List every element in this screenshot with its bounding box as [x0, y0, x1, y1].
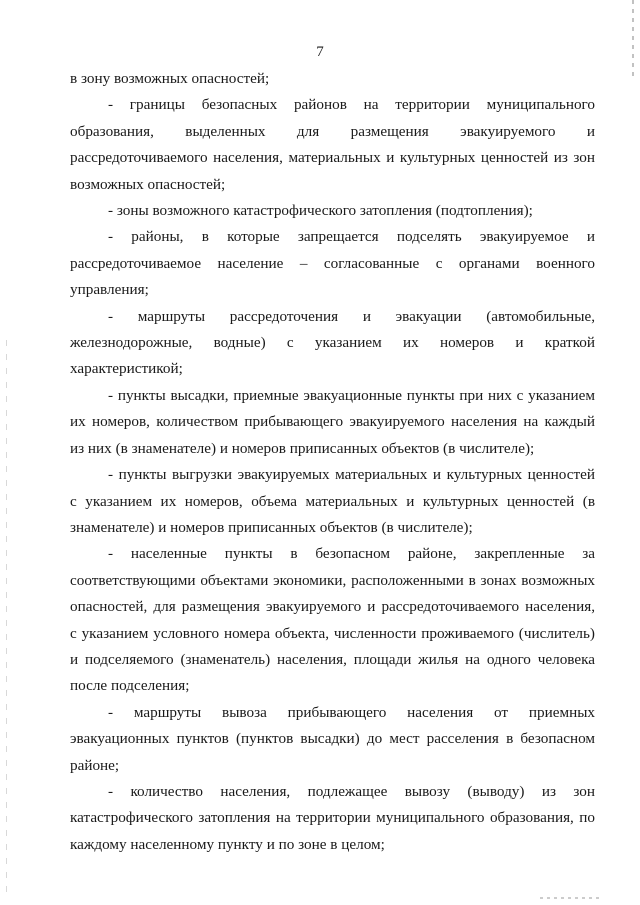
text-line: эвакуационных пунктов (пунктов высадки) до мест расселения в безопасном [70, 730, 595, 748]
scan-artifact-right [632, 0, 634, 80]
text-line: железнодорожные, водные) с указанием их номеров и краткой [70, 334, 595, 352]
page-number: 7 [316, 44, 324, 60]
paragraph [70, 66, 595, 92]
text-line: возможных опасностей; [70, 175, 226, 193]
text-line: с указанием условного номера объекта, численности проживаемого (числитель) [70, 624, 595, 642]
text-line: - пункты высадки, приемные эвакуационные пункты при них с указанием [108, 386, 595, 404]
text-line: - маршруты рассредоточения и эвакуации (автомобильные, [108, 307, 595, 325]
text-line: соответствующими объектами экономики, расположенными в зонах возможных [70, 571, 595, 589]
scan-artifact-left [6, 340, 7, 900]
text-line: районе; [70, 756, 120, 774]
text-line: с указанием их номеров, объема материальных и культурных ценностей (в [70, 492, 595, 510]
text-line: в зону возможных опасностей; [70, 70, 270, 87]
text-line: управления; [70, 281, 149, 299]
list-item [70, 383, 595, 462]
text-line: катастрофического затопления на территории муниципального образования, по [70, 809, 595, 827]
text-line: - районы, в которые запрещается подселять эвакуируемое и [108, 228, 595, 246]
text-line: - маршруты вывоза прибывающего населения от приемных [108, 703, 595, 721]
list-item [70, 224, 595, 303]
scan-artifact-bottom [540, 897, 600, 899]
text-line: их номеров, количеством прибывающего эвакуируемого населения на каждый [70, 413, 595, 431]
text-line: - границы безопасных районов на территории муниципального [108, 96, 595, 114]
list-item [70, 198, 595, 224]
text-line: знаменателе) и номеров приписанных объектов (в числителе); [70, 518, 473, 536]
list-item [70, 700, 595, 779]
text-line: образования, выделенных для размещения эвакуируемого и [70, 122, 595, 140]
text-line: - пункты выгрузки эвакуируемых материальных и культурных ценностей [108, 466, 595, 484]
text-line: опасностей, для размещения эвакуируемого и рассредоточиваемого населения, [70, 598, 595, 616]
text-line: и подселяемого (знаменатель) населения, площади жилья на одного человека [70, 650, 595, 668]
list-item [70, 462, 595, 541]
document-body [70, 66, 595, 858]
text-line: каждому населенному пункту и по зоне в целом; [70, 835, 385, 853]
text-line: из них (в знаменателе) и номеров приписанных объектов (в числителе); [70, 439, 535, 457]
list-item [70, 541, 595, 699]
text-line: характеристикой; [70, 360, 183, 378]
list-item [70, 779, 595, 858]
text-line: после подселения; [70, 677, 190, 695]
list-item [70, 92, 595, 198]
list-item [70, 304, 595, 383]
text-line: - количество населения, подлежащее вывозу (выводу) из зон [108, 782, 595, 800]
text-line: рассредоточиваемое население – согласованные с органами военного [70, 254, 595, 272]
text-line: - зоны возможного катастрофического затопления (подтопления); [108, 202, 533, 220]
text-line: - населенные пункты в безопасном районе, закрепленные за [108, 545, 595, 563]
text-line: рассредоточиваемого населения, материальных и культурных ценностей из зон [70, 149, 595, 167]
